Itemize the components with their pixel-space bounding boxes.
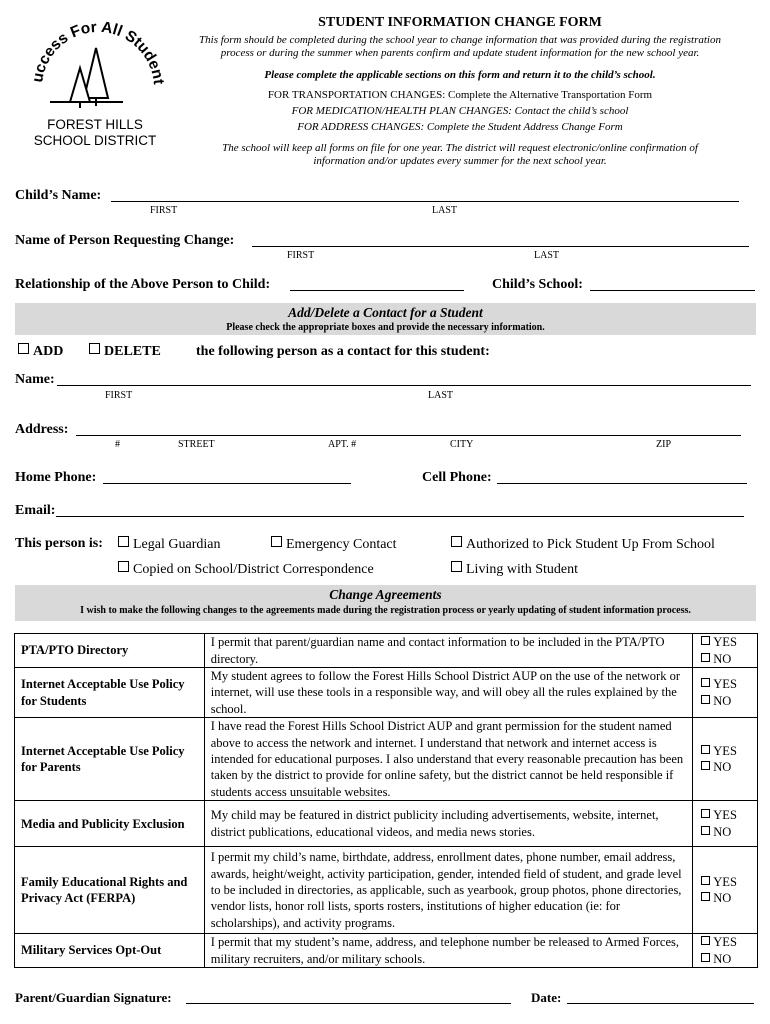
addr-street-caption: STREET (178, 439, 215, 450)
agreements-section-header (15, 585, 756, 621)
yes-label: YES (713, 935, 737, 950)
agreement-text: I have read the Forest Hills School District AUP and grant permission for the student named above to access the network and internet. I understand that network and internet access is intended for educational purposes. I also understand that every reasonable precaution has been taken by the district to provide for online safety, but the district cannot be held responsible if students access unsuitable websites. (204, 718, 693, 801)
agreement-text: I permit that my student’s name, address, and telephone number be released to Armed Forces, military recruiters, and/or military schools. (204, 934, 693, 968)
no-checkbox[interactable] (701, 892, 710, 901)
requester-label: Name of Person Requesting Change: (15, 233, 235, 248)
childs-first-caption: FIRST (150, 205, 178, 216)
no-label: NO (713, 824, 732, 839)
yes-label: YES (713, 677, 737, 692)
copied-correspondence-option[interactable] (118, 561, 374, 578)
home-phone-label: Home Phone: (15, 470, 97, 485)
authorized-pickup-checkbox[interactable] (451, 536, 462, 547)
yes-label: YES (713, 874, 737, 889)
delete-label: DELETE (104, 344, 161, 359)
return-instruction: Please complete the applicable sections on this form and return it to the child’s school. (264, 69, 656, 81)
agreement-name: Family Educational Rights and Privacy Act (FERPA) (15, 847, 205, 934)
no-option[interactable] (701, 951, 751, 967)
yes-option[interactable] (701, 874, 751, 890)
agreement-name: PTA/PTO Directory (15, 634, 205, 668)
relationship-field[interactable] (290, 290, 464, 291)
medication-note: FOR MEDICATION/HEALTH PLAN CHANGES: Contact the child’s school (291, 105, 629, 117)
agreement-text: My child may be featured in district publicity including advertisements, website, internet, district publications, educational videos, and media news stories. (204, 801, 693, 847)
no-option[interactable] (701, 693, 751, 709)
copied-correspondence-checkbox[interactable] (118, 561, 129, 572)
yes-label: YES (713, 743, 737, 758)
agreements-section-subtitle: I wish to make the following changes to the agreements made during the registration process or yearly updating of student information process. (80, 605, 691, 616)
no-label: NO (713, 693, 732, 708)
yes-option[interactable] (701, 743, 751, 759)
date-label: Date: (531, 990, 562, 1005)
legal-guardian-label: Legal Guardian (133, 537, 221, 552)
yes-checkbox[interactable] (701, 636, 710, 645)
authorized-pickup-option[interactable] (451, 536, 715, 553)
agreements-table (14, 633, 758, 968)
childs-last-caption: LAST (432, 205, 457, 216)
requester-first-caption: FIRST (287, 250, 315, 261)
email-label: Email: (15, 503, 56, 518)
agreement-yes-no (693, 718, 758, 801)
no-option[interactable] (701, 890, 751, 906)
agreement-text: I permit my child’s name, birthdate, address, enrollment dates, phone number, email address, awards, height/weight, activity participation, gender, intended field of student, and grade level to be included in directories, as applicable, such as yearbook, group photos, phone directories, vendor lists, honor roll lists, sports rosters, institutions of higher education (ie: for scholarships), and activity programs. (204, 847, 693, 934)
agreement-name: Media and Publicity Exclusion (15, 801, 205, 847)
no-option[interactable] (701, 824, 751, 840)
logo-district-line1: FOREST HILLS (47, 117, 143, 132)
yes-option[interactable] (701, 676, 751, 692)
no-label: NO (713, 951, 732, 966)
intro-line-1: This form should be completed during the school year to change information that was provided during the registration (199, 34, 721, 46)
agreement-yes-no (693, 934, 758, 968)
records-line-1: The school will keep all forms on file for one year. The district will request electronic/online confirmation of (222, 142, 698, 154)
relationship-label: Relationship of the Above Person to Child: (15, 277, 271, 292)
contact-name-field[interactable] (57, 385, 751, 386)
emergency-contact-label: Emergency Contact (286, 537, 397, 552)
agreement-text: I permit that parent/guardian name and contact information to be included in the PTA/PTO directory. (204, 634, 693, 668)
no-label: NO (713, 651, 732, 666)
childs-name-field[interactable] (111, 201, 739, 202)
transport-note: FOR TRANSPORTATION CHANGES: Complete the Alternative Transportation Form (267, 89, 653, 101)
agreement-name: Internet Acceptable Use Policy for Students (15, 668, 205, 718)
date-field[interactable] (567, 1003, 754, 1004)
agreement-row (15, 801, 758, 847)
address-note: FOR ADDRESS CHANGES: Complete the Student Address Change Form (297, 121, 623, 133)
legal-guardian-option[interactable] (118, 536, 220, 553)
yes-checkbox[interactable] (701, 936, 710, 945)
yes-label: YES (713, 808, 737, 823)
add-checkbox-box[interactable] (18, 343, 29, 354)
no-label: NO (713, 760, 732, 775)
agreement-row (15, 934, 758, 968)
yes-option[interactable] (701, 634, 751, 650)
addr-apt-caption: APT. # (328, 439, 357, 450)
email-field[interactable] (56, 516, 744, 517)
contact-address-field[interactable] (76, 435, 741, 436)
contact-first-caption: FIRST (105, 390, 133, 401)
logo-district-line2: SCHOOL DISTRICT (33, 133, 157, 148)
following-person-text: the following person as a contact for this student: (196, 344, 490, 359)
no-checkbox[interactable] (701, 953, 710, 962)
agreement-yes-no (693, 634, 758, 668)
form-title: STUDENT INFORMATION CHANGE FORM (318, 15, 602, 30)
delete-checkbox[interactable] (89, 343, 161, 360)
yes-checkbox[interactable] (701, 745, 710, 754)
no-checkbox[interactable] (701, 826, 710, 835)
signature-label: Parent/Guardian Signature: (15, 990, 172, 1005)
agreement-row (15, 634, 758, 668)
contact-section-subtitle: Please check the appropriate boxes and provide the necessary information. (226, 322, 545, 333)
contact-name-label: Name: (15, 372, 55, 387)
no-option[interactable] (701, 651, 751, 667)
agreement-name: Internet Acceptable Use Policy for Parents (15, 718, 205, 801)
living-with-student-label: Living with Student (466, 562, 578, 577)
agreements-section-title: Change Agreements (329, 587, 442, 602)
no-checkbox[interactable] (701, 653, 710, 662)
addr-num-caption: # (115, 439, 120, 450)
emergency-contact-option[interactable] (271, 536, 397, 553)
contact-section-title: Add/Delete a Contact for a Student (288, 305, 483, 320)
signature-field[interactable] (186, 1003, 511, 1004)
contact-section-header (15, 303, 756, 335)
living-with-student-checkbox[interactable] (451, 561, 462, 572)
requester-name-field[interactable] (252, 246, 749, 247)
yes-label: YES (713, 635, 737, 650)
agreement-row (15, 847, 758, 934)
copied-correspondence-label: Copied on School/District Correspondence (133, 562, 374, 577)
agreement-yes-no (693, 668, 758, 718)
yes-option[interactable] (701, 807, 751, 823)
contact-address-label: Address: (15, 422, 69, 437)
agreement-row (15, 718, 758, 801)
district-logo (20, 10, 170, 160)
requester-last-caption: LAST (534, 250, 559, 261)
home-phone-field[interactable] (103, 483, 351, 484)
childs-school-label: Child’s School: (492, 277, 583, 292)
agreement-row (15, 668, 758, 718)
agreement-name: Military Services Opt-Out (15, 934, 205, 968)
no-label: NO (713, 891, 732, 906)
records-line-2: information and/or updates every summer for the next school year. (313, 155, 607, 167)
intro-line-2: process or during the summer when parents confirm and update student information for the new school year. (220, 47, 700, 59)
add-checkbox[interactable] (18, 343, 63, 360)
yes-checkbox[interactable] (701, 876, 710, 885)
authorized-pickup-label: Authorized to Pick Student Up From School (466, 537, 715, 552)
addr-zip-caption: ZIP (656, 439, 671, 450)
no-checkbox[interactable] (701, 761, 710, 770)
yes-checkbox[interactable] (701, 678, 710, 687)
no-checkbox[interactable] (701, 695, 710, 704)
childs-name-label: Child’s Name: (15, 188, 102, 203)
add-label: ADD (33, 344, 64, 359)
delete-checkbox-box[interactable] (89, 343, 100, 354)
agreement-yes-no (693, 847, 758, 934)
childs-school-field[interactable] (590, 290, 755, 291)
legal-guardian-checkbox[interactable] (118, 536, 129, 547)
addr-city-caption: CITY (450, 439, 474, 450)
cell-phone-label: Cell Phone: (422, 470, 492, 485)
logo-arc-text: uccess For All Student (29, 18, 167, 86)
agreement-text: My student agrees to follow the Forest Hills School District AUP on the use of the network or internet, will use these tools in a responsible way, and will obey all the rules explained by the school. (204, 668, 693, 718)
living-with-student-option[interactable] (451, 561, 578, 578)
cell-phone-field[interactable] (497, 483, 747, 484)
emergency-contact-checkbox[interactable] (271, 536, 282, 547)
yes-checkbox[interactable] (701, 809, 710, 818)
this-person-label: This person is: (15, 536, 103, 551)
contact-last-caption: LAST (428, 390, 453, 401)
yes-option[interactable] (701, 934, 751, 950)
agreement-yes-no (693, 801, 758, 847)
no-option[interactable] (701, 759, 751, 775)
